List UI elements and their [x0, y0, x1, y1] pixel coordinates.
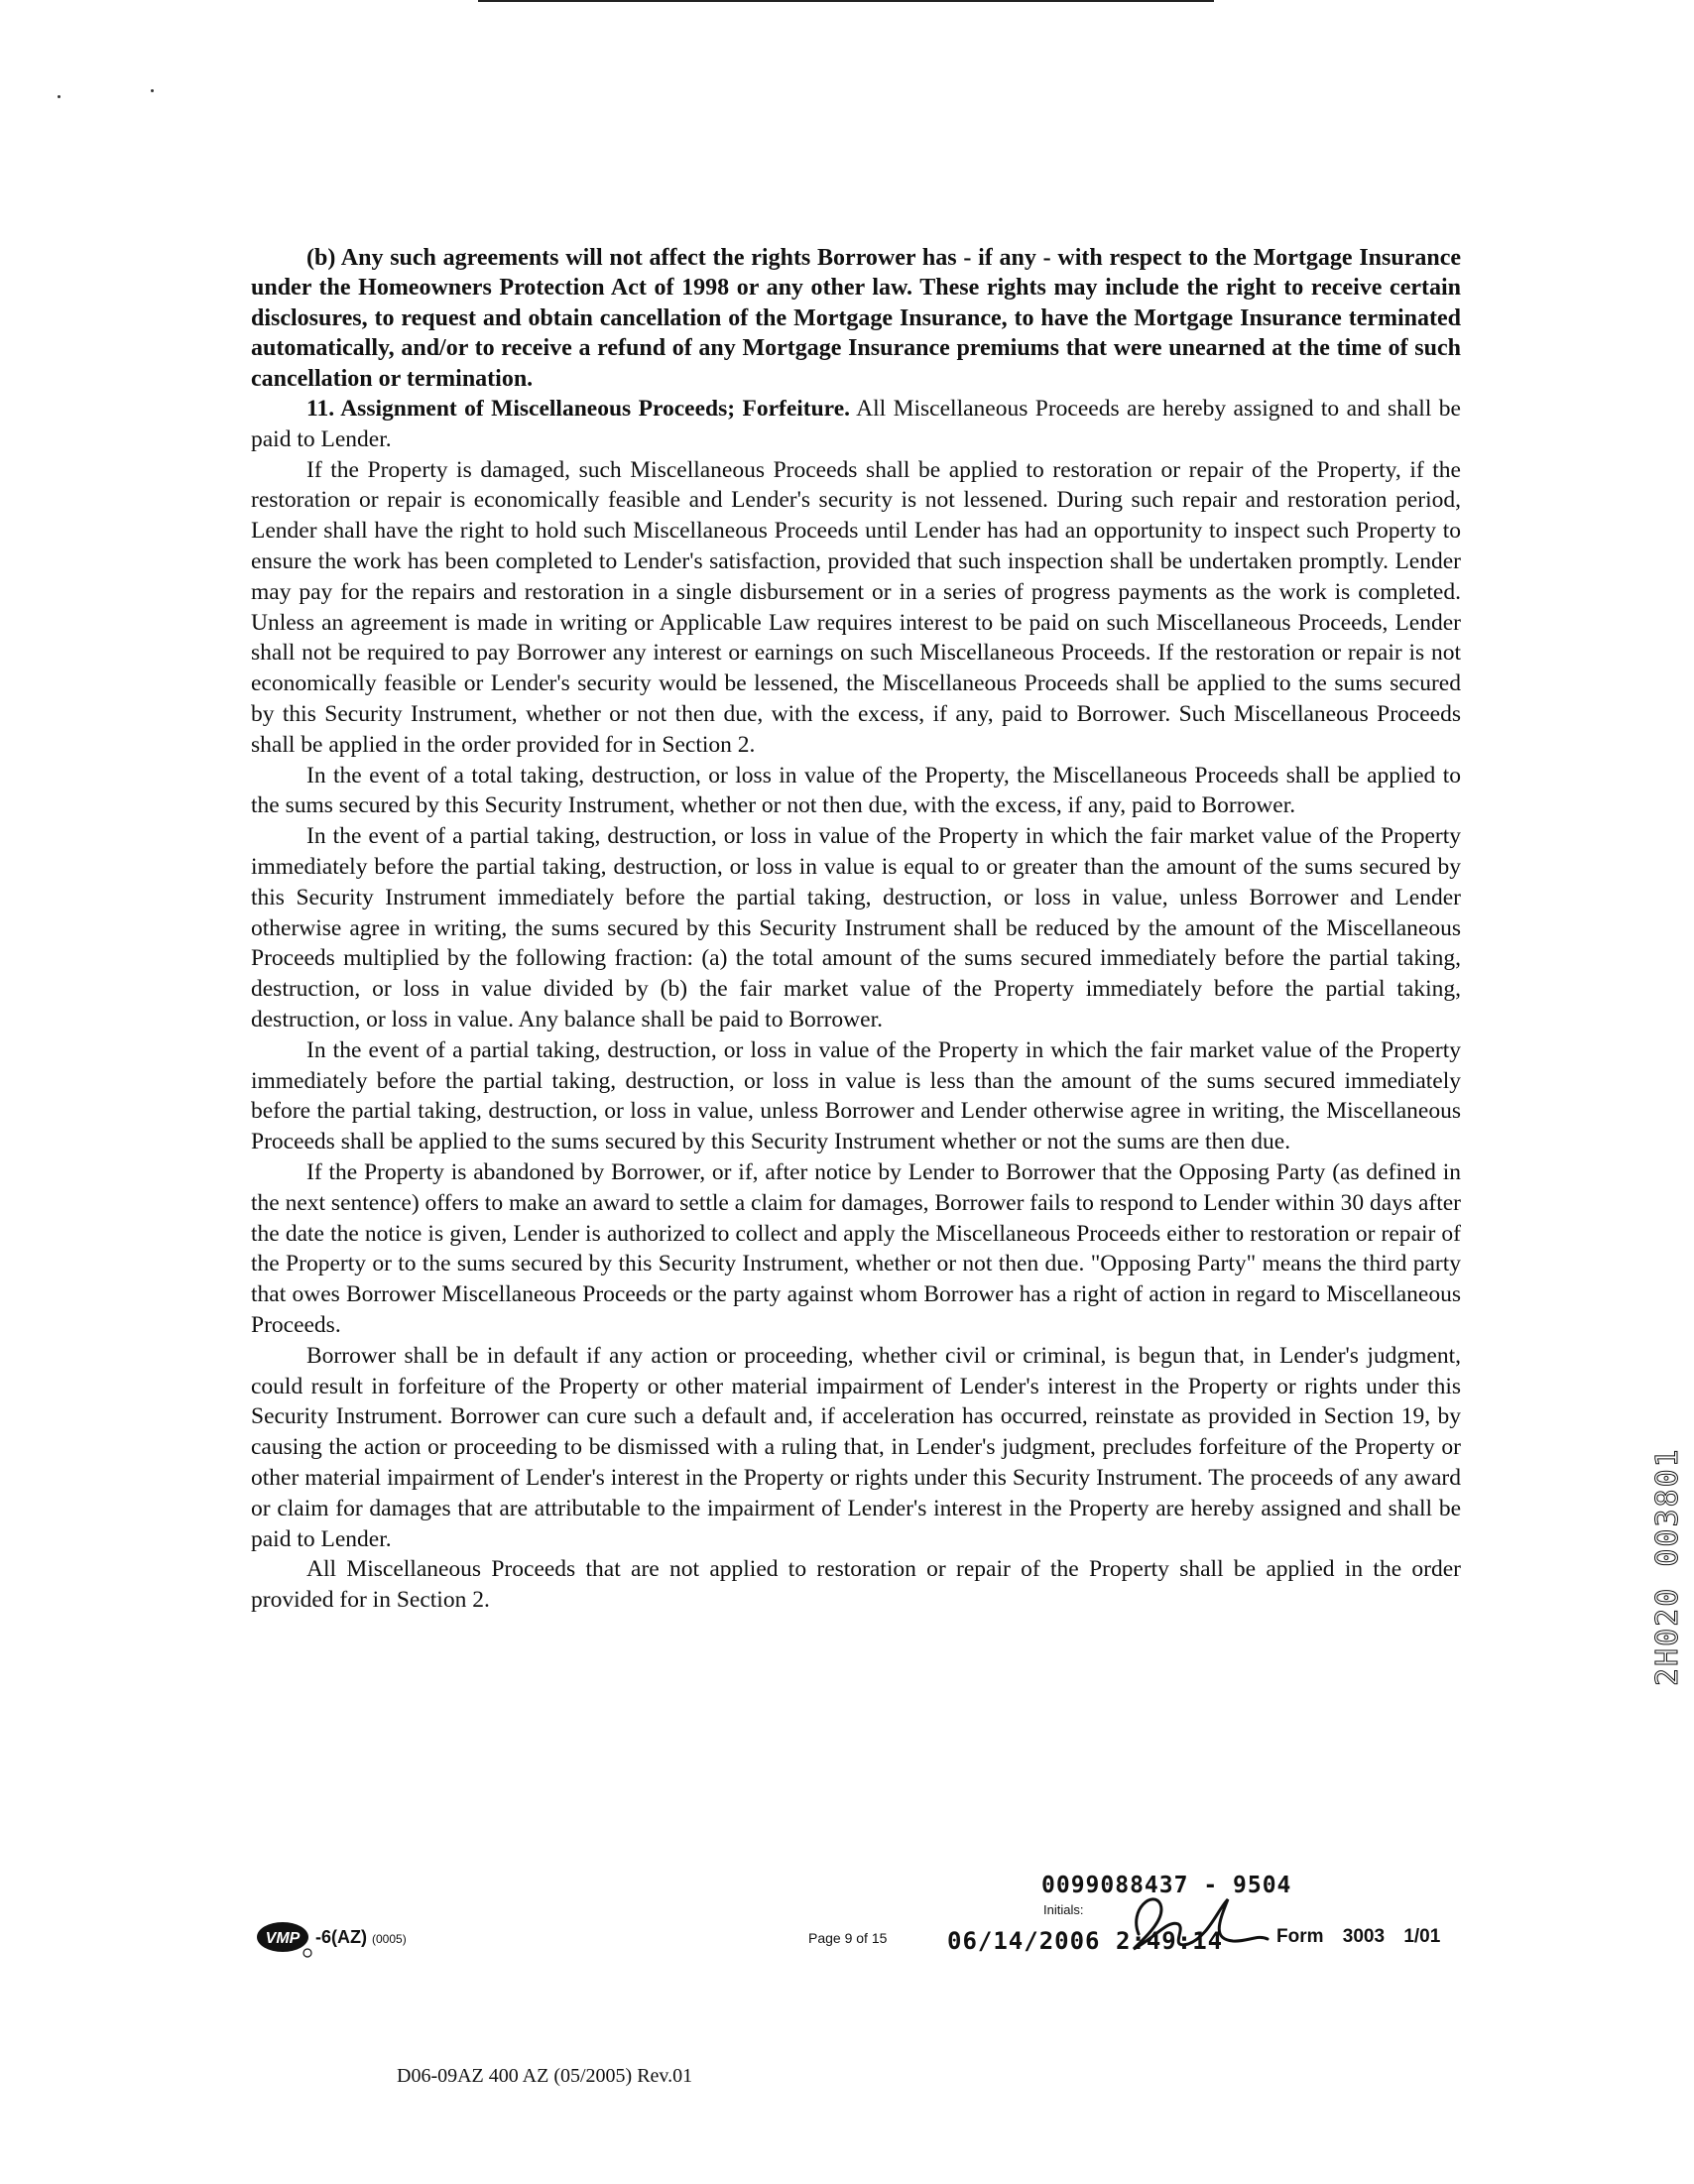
section-11-title: 11. Assignment of Miscellaneous Proceeds; Forfeiture. [306, 396, 850, 423]
form-code [315, 1927, 407, 1948]
top-rule [478, 0, 1214, 2]
scan-speck [58, 95, 60, 98]
document-id: D06-09AZ 400 AZ (05/2005) Rev.01 [397, 2065, 693, 2087]
form-code-suffix: (0005) [372, 1932, 407, 1946]
paragraph-property-damaged: If the Property is damaged, such Miscellaneous Proceeds shall be applied to restoration or repair of the Property, if the restoration or repair is economically feasible and Lender's security is not lessened. During such repair and restoration period, Lender shall have the right to hold such Miscellaneous Proceeds until Lender has had an opportunity to inspect such Property to ensure the work has been completed to Lender's satisfaction, provided that such inspection shall be undertaken promptly. Lender may pay for the repairs and restoration in a single disbursement or in a series of progress payments as the work is completed. Unless an agreement is made in writing or Applicable Law requires interest to be paid on such Miscellaneous Proceeds, Lender shall not be required to pay Borrower any interest or earnings on such Miscellaneous Proceeds. If the restoration or repair is not economically feasible or Lender's security would be lessened, the Miscellaneous Proceeds shall be applied to the sums secured by this Security Instrument, whether or not then due, with the excess, if any, paid to Borrower. Such Miscellaneous Proceeds shall be applied in the order provided for in Section 2. [251, 456, 1461, 758]
paragraph-borrower-default: Borrower shall be in default if any action or proceeding, whether civil or criminal, is begun that, in Lender's judgment, could result in forfeiture of the Property or other material impairment of Lender's interest in the Property or rights under this Security Instrument. Borrower can cure such a default and, if acceleration has occurred, reinstate as provided in Section 19, by causing the action or proceeding to be dismissed with a ruling that, in Lender's judgment, precludes forfeiture of the Property or other material impairment of Lender's interest in the Property or rights under this Security Instrument. The proceeds of any award or claim for damages that are attributable to the impairment of Lender's interest in the Property are hereby assigned and shall be paid to Lender. [251, 1342, 1461, 1552]
loan-number: 0099088437 - 9504 [1041, 1873, 1292, 1898]
section-11-heading-paragraph [251, 394, 1461, 455]
paragraph-partial-taking-less: In the event of a partial taking, destruction, or loss in value of the Property in which the fair market value of the Property immediately before the partial taking, destruction, or loss in value is less than the amount of the sums secured immediately before the partial taking, destruction, or loss in value, unless Borrower and Lender otherwise agree in writing, the Miscellaneous Proceeds shall be applied to the sums secured by this Security Instrument whether or not the sums are then due. [251, 1036, 1461, 1155]
form-number: Form 3003 1/01 [1276, 1926, 1441, 1947]
paragraph-total-taking: In the event of a total taking, destruction, or loss in value of the Property, the Miscellaneous Proceeds shall be applied to the sums secured by this Security Instrument, whether or not then due, with the excess, if any, paid to Borrower. [251, 762, 1461, 819]
paragraph-all-proceeds: All Miscellaneous Proceeds that are not applied to restoration or repair of the Property shall be applied in the order provided for in Section 2. [251, 1556, 1461, 1614]
side-stamp: 2H020 003801 [1650, 1447, 1685, 1686]
initials-label: Initials: [1043, 1902, 1084, 1917]
paragraph-partial-taking-equal-greater: In the event of a partial taking, destruction, or loss in value of the Property in which the fair market value of the Property immediately before the partial taking, destruction, or loss in value is equal to or greater than the amount of the sums secured by this Security Instrument immediately before the partial taking, destruction, or loss in value, unless Borrower and Lender otherwise agree in writing, the sums secured by this Security Instrument shall be reduced by the amount of the Miscellaneous Proceeds multiplied by the following fraction: (a) the total amount of the sums secured immediately before the partial taking, destruction, or loss in value divided by (b) the fair market value of the Property immediately before the partial taking, destruction, or loss in value. Any balance shall be paid to Borrower. [251, 823, 1461, 1032]
timestamp: 06/14/2006 2:49:14 [947, 1927, 1224, 1955]
section-11-text: All Miscellaneous Proceeds are hereby assigned to and shall be paid to Lender. [251, 396, 1461, 452]
document-body [251, 243, 1461, 1616]
page-number: Page 9 of 15 [808, 1930, 888, 1946]
scan-speck [151, 89, 154, 92]
paragraph-b-mortgage-insurance: (b) Any such agreements will not affect the rights Borrower has - if any - with respect to the Mortgage Insurance under the Homeowners Protection Act of 1998 or any other law. These rights may include the right to receive certain disclosures, to request and obtain cancellation of the Mortgage Insurance, to have the Mortgage Insurance terminated automatically, and/or to receive a refund of any Mortgage Insurance premiums that were unearned at the time of such cancellation or termination. [251, 245, 1461, 392]
vmp-logo-text: VMP [265, 1930, 301, 1947]
form-code-main: -6(AZ) [315, 1927, 367, 1947]
paragraph-property-abandoned: If the Property is abandoned by Borrower, or if, after notice by Lender to Borrower that the Opposing Party (as defined in the next sentence) offers to make an award to settle a claim for damages, Borrower fails to respond to Lender within 30 days after the date the notice is given, Lender is authorized to collect and apply the Miscellaneous Proceeds either to restoration or repair of the Property or to the sums secured by this Security Instrument, whether or not then due. "Opposing Party" means the third party that owes Borrower Miscellaneous Proceeds or the party against whom Borrower has a right of action in regard to Miscellaneous Proceeds. [251, 1158, 1461, 1338]
vmp-logo [256, 1920, 313, 1958]
